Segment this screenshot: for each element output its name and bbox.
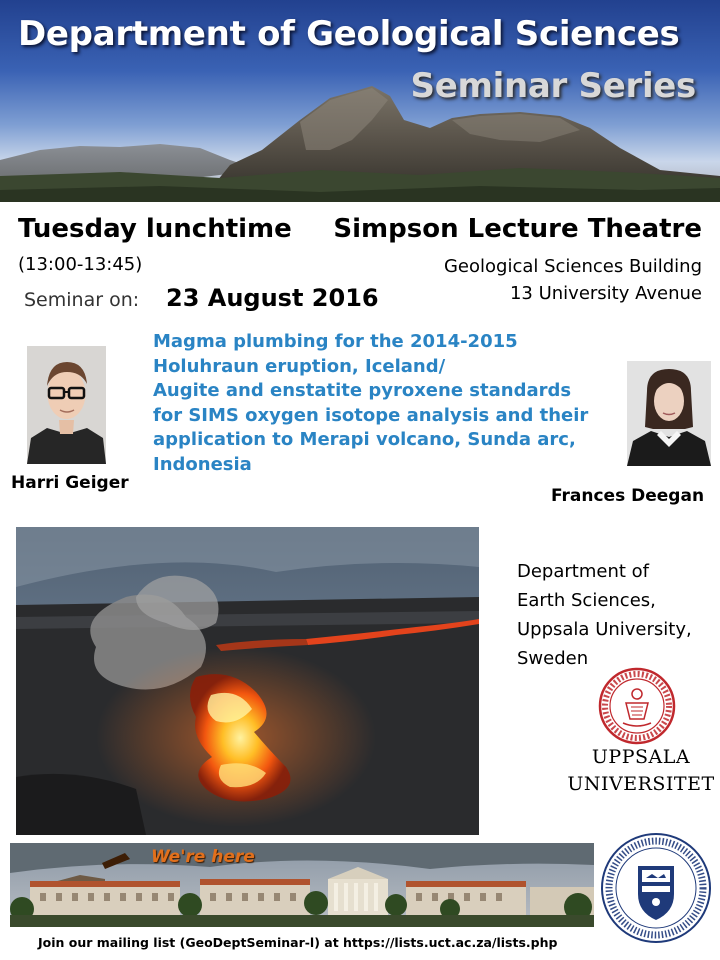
- talk-title-line: Holuhraun eruption, Iceland/: [153, 355, 446, 377]
- talk-title-line: for SIMS oxygen isotope analysis and their: [153, 404, 589, 426]
- talk-title-line: Indonesia: [153, 453, 252, 475]
- affiliation-line: Earth Sciences,: [517, 590, 656, 611]
- speaker-photo-frances-deegan: [627, 361, 711, 466]
- header-banner: [0, 0, 720, 202]
- page-subtitle: Seminar Series: [410, 66, 696, 106]
- affiliation-line: Uppsala University,: [517, 619, 692, 640]
- affiliation-line: Sweden: [517, 648, 589, 669]
- speaker-affiliation: [517, 557, 692, 673]
- speaker-name-frances: Frances Deegan: [551, 486, 705, 506]
- seminar-date: 23 August 2016: [166, 284, 379, 312]
- schedule-day: Tuesday lunchtime: [18, 214, 292, 244]
- venue-name: Simpson Lecture Theatre: [333, 214, 702, 244]
- we-are-here-label: We're here: [151, 847, 255, 867]
- venue-building: Geological Sciences Building: [443, 256, 702, 277]
- talk-title-line: Augite and enstatite pyroxene standards: [153, 380, 572, 401]
- speaker-name-harri: Harri Geiger: [11, 473, 129, 493]
- affiliation-line: Department of: [517, 561, 649, 582]
- uppsala-seal-logo: [598, 667, 676, 745]
- venue-address: 13 University Avenue: [509, 283, 702, 304]
- talk-title-line: application to Merapi volcano, Sunda arc,: [153, 429, 576, 450]
- seminar-on-label: Seminar on:: [24, 289, 140, 311]
- talk-title-line: Magma plumbing for the 2014-2015: [153, 331, 518, 352]
- campus-photo: [10, 843, 594, 927]
- speaker-photo-harri-geiger: [27, 346, 106, 464]
- uppsala-wordmark-line1: UPPSALA: [591, 746, 691, 768]
- schedule-time: (13:00-13:45): [18, 254, 143, 275]
- volcano-eruption-photo: [16, 527, 479, 835]
- page-title: Department of Geological Sciences: [18, 14, 680, 54]
- mailing-list-text: Join our mailing list (GeoDeptSeminar-l) at https://lists.uct.ac.za/lists.php: [38, 935, 558, 950]
- uct-crest-logo: [600, 832, 712, 944]
- uppsala-wordmark-line2: UNIVERSITET: [567, 773, 715, 795]
- talk-titles: [153, 330, 593, 477]
